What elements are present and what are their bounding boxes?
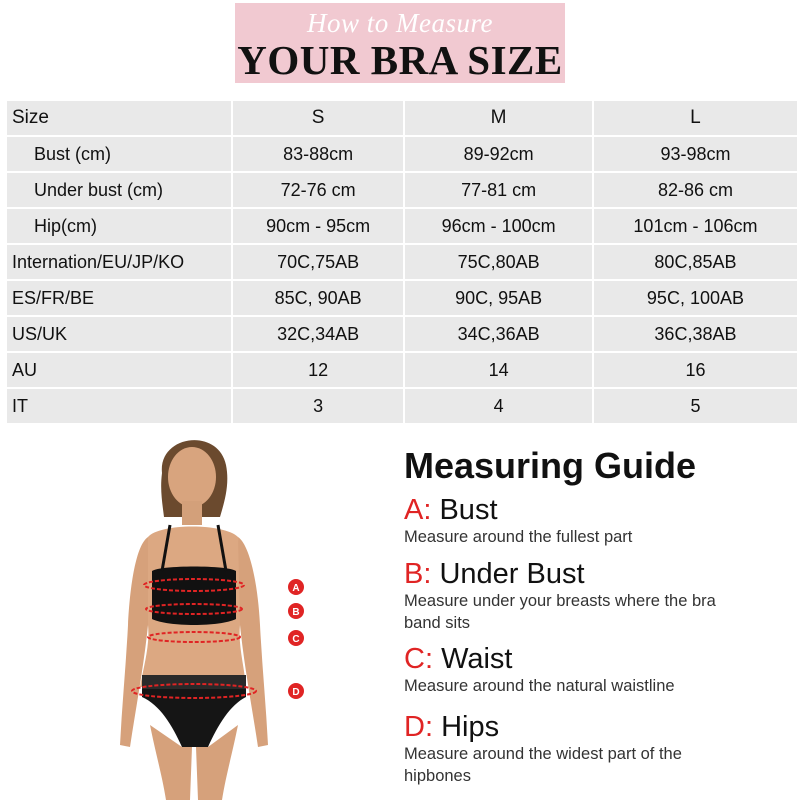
table-cell: 90C, 95AB xyxy=(405,281,592,315)
table-cell: 77-81 cm xyxy=(405,173,592,207)
marker-a xyxy=(288,579,304,595)
marker-b xyxy=(288,603,304,619)
guide-item-letter: B: xyxy=(404,558,432,590)
header-size-s: S xyxy=(233,101,403,135)
model-figure xyxy=(100,425,315,800)
table-cell: 93-98cm xyxy=(594,137,797,171)
guide-item-name: Bust xyxy=(439,494,498,526)
guide-item-name: Hips xyxy=(441,711,500,743)
guide-item-heading xyxy=(404,643,734,675)
table-cell: 89-92cm xyxy=(405,137,592,171)
table-cell: 101cm - 106cm xyxy=(594,209,797,243)
row-label: Bust (cm) xyxy=(7,137,231,171)
table-cell: 90cm - 95cm xyxy=(233,209,403,243)
banner-subtitle: How to Measure xyxy=(307,8,493,38)
table-cell: 34C,36AB xyxy=(405,317,592,351)
table-cell: 32C,34AB xyxy=(233,317,403,351)
table-cell: 36C,38AB xyxy=(594,317,797,351)
table-cell: 85C, 90AB xyxy=(233,281,403,315)
table-cell: 4 xyxy=(405,389,592,423)
row-label: US/UK xyxy=(7,317,231,351)
header-size-m: M xyxy=(405,101,592,135)
title-banner xyxy=(235,3,565,83)
guide-title: Measuring Guide xyxy=(404,445,697,486)
row-label: IT xyxy=(7,389,231,423)
marker-c xyxy=(288,630,304,646)
guide-item-letter: D: xyxy=(404,711,433,743)
guide-item-description: Measure around the widest part of the hipbones xyxy=(404,745,682,785)
table-cell: 80C,85AB xyxy=(594,245,797,279)
table-row xyxy=(7,353,797,387)
table-cell: 3 xyxy=(233,389,403,423)
table-row xyxy=(7,281,797,315)
header-size-l: L xyxy=(594,101,797,135)
table-row xyxy=(7,209,797,243)
guide-item-description: Measure around the natural waistline xyxy=(404,677,675,695)
table-cell: 75C,80AB xyxy=(405,245,592,279)
guide-item-under-bust xyxy=(404,558,734,634)
guide-item-bust xyxy=(404,494,734,548)
row-label: ES/FR/BE xyxy=(7,281,231,315)
guide-item-heading xyxy=(404,711,734,743)
table-cell: 95C, 100AB xyxy=(594,281,797,315)
banner-title: YOUR BRA SIZE xyxy=(237,37,563,83)
guide-item-heading xyxy=(404,558,734,590)
table-cell: 16 xyxy=(594,353,797,387)
table-cell: 83-88cm xyxy=(233,137,403,171)
row-label: Under bust (cm) xyxy=(7,173,231,207)
model-illustration xyxy=(100,425,315,800)
row-label: Internation/EU/JP/KO xyxy=(7,245,231,279)
guide-item-waist xyxy=(404,643,734,697)
table-cell: 96cm - 100cm xyxy=(405,209,592,243)
guide-item-hips xyxy=(404,711,734,787)
table-row xyxy=(7,137,797,171)
row-label: AU xyxy=(7,353,231,387)
size-chart-table xyxy=(5,99,799,425)
table-row xyxy=(7,317,797,351)
guide-item-heading xyxy=(404,494,734,526)
table-cell: 5 xyxy=(594,389,797,423)
guide-item-letter: A: xyxy=(404,494,432,526)
table-header-row xyxy=(7,101,797,135)
header-size-label: Size xyxy=(7,101,231,135)
marker-d-label: D xyxy=(292,687,300,698)
guide-item-description: Measure under your breasts where the bra band sits xyxy=(404,592,716,632)
table-row xyxy=(7,245,797,279)
table-cell: 12 xyxy=(233,353,403,387)
table-row xyxy=(7,389,797,423)
marker-d xyxy=(288,683,304,699)
guide-item-description: Measure around the fullest part xyxy=(404,528,633,546)
table-cell: 14 xyxy=(405,353,592,387)
marker-c-label: C xyxy=(292,634,300,645)
table-cell: 72-76 cm xyxy=(233,173,403,207)
guide-item-name: Under Bust xyxy=(439,558,585,590)
measuring-guide xyxy=(404,440,794,785)
row-label: Hip(cm) xyxy=(7,209,231,243)
guide-item-letter: C: xyxy=(404,643,433,675)
table-cell: 82-86 cm xyxy=(594,173,797,207)
marker-b-label: B xyxy=(292,607,300,618)
table-cell: 70C,75AB xyxy=(233,245,403,279)
marker-a-label: A xyxy=(292,583,300,594)
table-row xyxy=(7,173,797,207)
guide-item-name: Waist xyxy=(441,643,513,675)
